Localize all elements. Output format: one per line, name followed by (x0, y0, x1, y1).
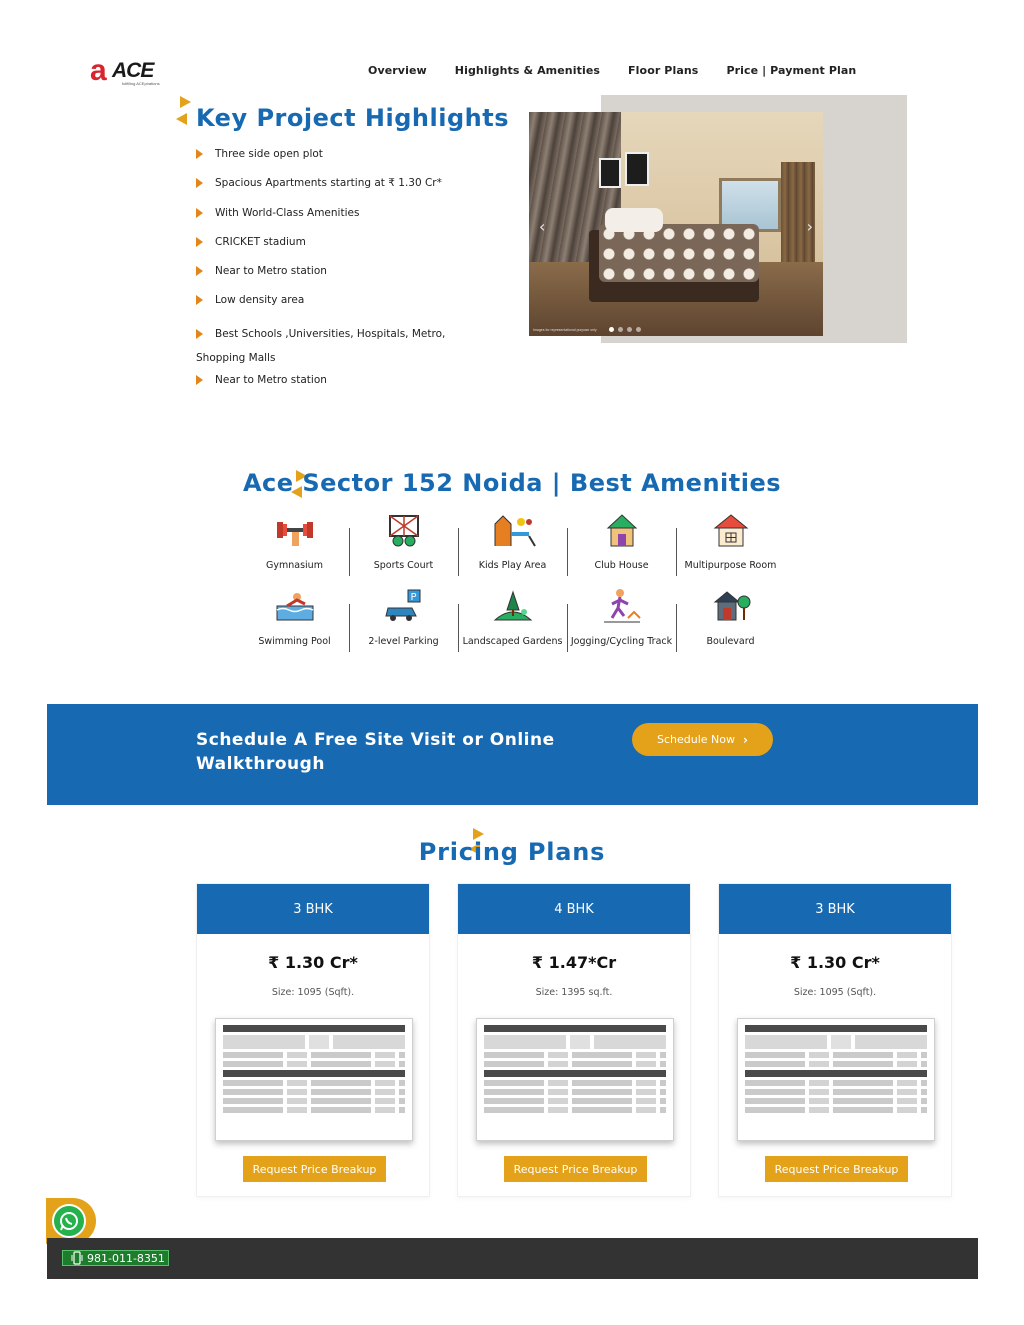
pricing-card (457, 883, 691, 1197)
card-size: Size: 1395 sq.ft. (535, 987, 613, 998)
cta-text: Schedule A Free Site Visit or Online Walkthrough (196, 730, 555, 774)
amenities-title: Ace Sector 152 Noida | Best Amenities (242, 469, 782, 497)
whatsapp-icon (52, 1204, 86, 1238)
photo-duvet (599, 224, 759, 282)
list-item (196, 146, 496, 175)
price-table-thumbnail (737, 1018, 935, 1141)
highlight-text: Low density area (215, 294, 305, 307)
swimming-pool-icon (273, 588, 317, 624)
chevron-right-icon (196, 237, 203, 247)
main-nav (368, 64, 884, 77)
highlight-text: With World-Class Amenities (215, 206, 360, 219)
request-price-breakup-button[interactable]: Request Price Breakup (504, 1156, 647, 1182)
chevron-right-icon (196, 295, 203, 305)
svg-text:P: P (410, 592, 417, 603)
logo-tagline: fulfilling ACEpirations (122, 81, 160, 86)
list-item (196, 205, 496, 234)
price-table-thumbnail (215, 1018, 413, 1141)
sports-court-icon (382, 512, 426, 548)
card-size: Size: 1095 (Sqft). (271, 987, 355, 998)
pricing-carousel[interactable] (196, 883, 899, 1199)
photo-frame (625, 152, 649, 186)
club-house-icon (600, 512, 644, 548)
chevron-right-icon (196, 329, 203, 339)
footer-bar (47, 1238, 978, 1279)
decor-triangle-right (180, 96, 191, 108)
multipurpose-room-icon (709, 512, 753, 548)
phone-icon (71, 1251, 83, 1265)
amenity-label: Kids Play Area (478, 560, 547, 571)
amenities-row (240, 512, 785, 588)
list-item (196, 175, 496, 204)
amenity-label: Gymnasium (266, 560, 323, 571)
schedule-now-label: Schedule Now (657, 733, 736, 746)
kids-play-icon (491, 512, 535, 548)
logo-mark: a (90, 54, 107, 87)
gallery-dots (609, 327, 641, 332)
card-price: ₹ 1.47*Cr (531, 953, 617, 972)
parking-icon (382, 588, 426, 624)
highlight-text: Near to Metro station (215, 373, 327, 386)
amenity-jogging-track (567, 588, 676, 664)
pricing-card (196, 883, 430, 1197)
jogging-icon (600, 588, 644, 624)
highlight-text-continuation: Shopping Malls (196, 351, 276, 364)
amenity-landscaped-gardens (458, 588, 567, 664)
chevron-right-icon (196, 178, 203, 188)
chevron-right-icon (196, 266, 203, 276)
garden-icon (491, 588, 535, 624)
pricing-card (718, 883, 952, 1197)
pricing-title: Pricing Plans (418, 838, 606, 866)
photo-pillow (605, 208, 663, 232)
amenities-grid (240, 512, 785, 664)
chevron-right-icon (196, 149, 203, 159)
chevron-right-icon (196, 208, 203, 218)
amenity-sports-court (349, 512, 458, 588)
slide-dot[interactable] (636, 327, 641, 332)
highlights-title: Key Project Highlights (196, 104, 509, 132)
amenity-label: 2-level Parking (368, 636, 439, 647)
highlight-text: Spacious Apartments starting at ₹ 1.30 Cr* (215, 177, 442, 190)
chevron-left-icon[interactable]: ‹ (539, 217, 546, 236)
chevron-right-icon[interactable]: › (806, 217, 813, 236)
amenity-boulevard (676, 588, 785, 664)
amenity-label: Club House (594, 560, 649, 571)
amenity-label: Swimming Pool (258, 636, 331, 647)
chevron-right-icon (196, 375, 203, 385)
chevron-right-icon: › (743, 732, 748, 747)
nav-highlights-amenities[interactable]: Highlights & Amenities (454, 64, 601, 77)
amenity-label: Jogging/Cycling Track (570, 636, 673, 647)
call-phone-link[interactable] (62, 1250, 169, 1266)
request-price-breakup-button[interactable]: Request Price Breakup (765, 1156, 908, 1182)
amenities-row (240, 588, 785, 664)
phone-number: 981-011-8351 (87, 1251, 165, 1265)
list-item (196, 234, 496, 263)
boulevard-icon (709, 588, 753, 624)
request-price-breakup-button[interactable]: Request Price Breakup (243, 1156, 386, 1182)
amenity-kids-play (458, 512, 567, 588)
card-unit-type: 3 BHK (197, 884, 429, 934)
brand-logo[interactable] (90, 56, 170, 88)
slide-dot[interactable] (627, 327, 632, 332)
card-size: Size: 1095 (Sqft). (793, 987, 877, 998)
highlights-list (196, 146, 496, 401)
amenity-gymnasium (240, 512, 349, 588)
logo-word: ACE (112, 59, 154, 82)
card-unit-type: 4 BHK (458, 884, 690, 934)
slide-dot[interactable] (618, 327, 623, 332)
photo-frame (599, 158, 621, 188)
amenity-label: Boulevard (706, 636, 755, 647)
decor-triangle-left (176, 113, 187, 125)
card-price: ₹ 1.30 Cr* (790, 953, 880, 972)
site-visit-cta (47, 704, 978, 805)
schedule-now-button[interactable] (632, 723, 773, 756)
highlight-text: CRICKET stadium (215, 235, 306, 248)
list-item (196, 292, 496, 321)
amenity-swimming-pool (240, 588, 349, 664)
gallery-slider[interactable] (529, 112, 823, 336)
amenity-label: Multipurpose Room (684, 560, 777, 571)
card-unit-type: 3 BHK (719, 884, 951, 934)
highlight-text: Three side open plot (215, 148, 323, 160)
list-item (196, 263, 496, 292)
amenity-parking (349, 588, 458, 664)
slide-dot[interactable] (609, 327, 614, 332)
dumbbell-icon (273, 512, 317, 548)
amenity-multipurpose-room (676, 512, 785, 588)
list-item (196, 372, 496, 401)
amenity-club-house (567, 512, 676, 588)
amenity-label: Sports Court (373, 560, 434, 571)
amenity-label: Landscaped Gardens (462, 636, 563, 647)
nav-price-payment-plan[interactable]: Price | Payment Plan (726, 64, 857, 77)
card-price: ₹ 1.30 Cr* (268, 953, 358, 972)
highlight-text: Near to Metro station (215, 265, 327, 278)
price-table-thumbnail (476, 1018, 674, 1141)
nav-floor-plans[interactable]: Floor Plans (628, 64, 699, 77)
highlight-text: Best Schools ,Universities, Hospitals, Metro, (215, 327, 446, 340)
list-item (196, 322, 496, 372)
gallery-caption: Images for representational purpose only (533, 328, 597, 332)
nav-overview[interactable]: Overview (368, 64, 427, 77)
